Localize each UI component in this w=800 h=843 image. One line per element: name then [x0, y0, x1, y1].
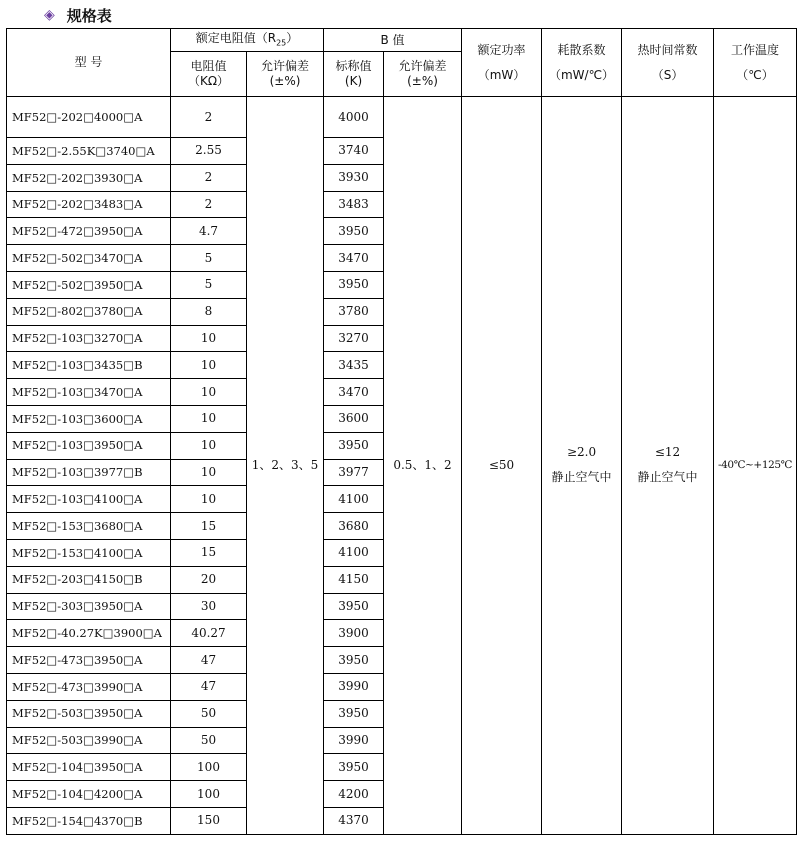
- b-nominal-cell: 4370: [324, 807, 384, 834]
- header-resistance-tolerance: 允许偏差 (±%): [247, 52, 324, 97]
- model-cell: MF52□-2.55K□3740□A: [7, 138, 171, 165]
- b-nominal-cell: 3600: [324, 405, 384, 432]
- thermal-constant-cell: [622, 97, 714, 835]
- b-nominal-cell: 3950: [324, 647, 384, 674]
- resistance-cell: 100: [171, 781, 247, 808]
- spec-table-body: [7, 97, 797, 835]
- b-nominal-cell: 3950: [324, 593, 384, 620]
- header-thermal-constant: 热时间常数 （S）: [622, 29, 714, 97]
- model-cell: MF52□-153□4100□A: [7, 539, 171, 566]
- b-nominal-cell: 3483: [324, 191, 384, 218]
- section-title: [44, 4, 112, 26]
- header-b-tolerance: 允许偏差 (±%): [384, 52, 462, 97]
- model-cell: MF52□-202□3930□A: [7, 164, 171, 191]
- model-cell: MF52□-103□3470□A: [7, 379, 171, 406]
- resistance-cell: 10: [171, 486, 247, 513]
- model-cell: MF52□-154□4370□B: [7, 807, 171, 834]
- resistance-cell: 2: [171, 164, 247, 191]
- b-nominal-cell: 3950: [324, 271, 384, 298]
- model-cell: MF52□-103□4100□A: [7, 486, 171, 513]
- header-dissipation: 耗散系数 （mW/℃）: [542, 29, 622, 97]
- resistance-cell: 10: [171, 459, 247, 486]
- model-cell: MF52□-103□3270□A: [7, 325, 171, 352]
- model-cell: MF52□-103□3435□B: [7, 352, 171, 379]
- model-cell: MF52□-472□3950□A: [7, 218, 171, 245]
- b-nominal-cell: 3270: [324, 325, 384, 352]
- resistance-cell: 30: [171, 593, 247, 620]
- resistance-cell: 8: [171, 298, 247, 325]
- b-nominal-cell: 3680: [324, 513, 384, 540]
- dissipation-cell: [542, 97, 622, 835]
- resistance-cell: 10: [171, 325, 247, 352]
- header-row-1: [7, 29, 797, 52]
- b-nominal-cell: 3470: [324, 245, 384, 272]
- thermal-value: ≤12: [654, 445, 681, 460]
- model-cell: MF52□-103□3600□A: [7, 405, 171, 432]
- b-nominal-cell: 3780: [324, 298, 384, 325]
- b-nominal-cell: 3900: [324, 620, 384, 647]
- b-nominal-cell: 3950: [324, 218, 384, 245]
- model-cell: MF52□-503□3950□A: [7, 700, 171, 727]
- model-cell: MF52□-203□4150□B: [7, 566, 171, 593]
- model-cell: MF52□-303□3950□A: [7, 593, 171, 620]
- b-nominal-cell: 3977: [324, 459, 384, 486]
- resistance-cell: 50: [171, 727, 247, 754]
- b-nominal-cell: 3990: [324, 673, 384, 700]
- model-cell: MF52□-473□3950□A: [7, 647, 171, 674]
- b-nominal-cell: 3470: [324, 379, 384, 406]
- resistance-tolerance-cell: 1、2、3、5: [247, 97, 324, 835]
- b-nominal-cell: 4150: [324, 566, 384, 593]
- resistance-cell: 15: [171, 513, 247, 540]
- b-nominal-cell: 3950: [324, 700, 384, 727]
- model-cell: MF52□-503□3990□A: [7, 727, 171, 754]
- b-nominal-cell: 3950: [324, 432, 384, 459]
- model-cell: MF52□-502□3950□A: [7, 271, 171, 298]
- resistance-cell: 10: [171, 432, 247, 459]
- resistance-cell: 100: [171, 754, 247, 781]
- b-nominal-cell: 3740: [324, 138, 384, 165]
- b-nominal-cell: 3435: [324, 352, 384, 379]
- resistance-cell: 40.27: [171, 620, 247, 647]
- resistance-cell: 10: [171, 405, 247, 432]
- b-tolerance-cell: 0.5、1、2: [384, 97, 462, 835]
- model-cell: MF52□-104□3950□A: [7, 754, 171, 781]
- model-cell: MF52□-103□3950□A: [7, 432, 171, 459]
- section-title-text: 规格表: [66, 6, 112, 25]
- header-resistance-value: 电阻值 （KΩ）: [171, 52, 247, 97]
- b-nominal-cell: 3950: [324, 754, 384, 781]
- b-nominal-cell: 3930: [324, 164, 384, 191]
- header-b-value: B 值: [324, 29, 462, 52]
- resistance-cell: 5: [171, 271, 247, 298]
- b-nominal-cell: 4000: [324, 97, 384, 138]
- resistance-cell: 10: [171, 352, 247, 379]
- model-cell: MF52□-473□3990□A: [7, 673, 171, 700]
- resistance-cell: 50: [171, 700, 247, 727]
- header-model: 型 号: [7, 29, 171, 97]
- header-rated-resistance: 额定电阻值$(R_{25})$: [171, 29, 324, 52]
- b-nominal-cell: 4200: [324, 781, 384, 808]
- resistance-cell: 47: [171, 647, 247, 674]
- b-nominal-cell: 4100: [324, 486, 384, 513]
- resistance-cell: 20: [171, 566, 247, 593]
- model-cell: MF52□-153□3680□A: [7, 513, 171, 540]
- dissipation-value: ≥2.0: [566, 445, 597, 460]
- model-cell: MF52□-502□3470□A: [7, 245, 171, 272]
- resistance-cell: 2: [171, 191, 247, 218]
- model-cell: MF52□-40.27K□3900□A: [7, 620, 171, 647]
- resistance-cell: 150: [171, 807, 247, 834]
- dissipation-condition: 静止空气中: [551, 470, 612, 485]
- resistance-cell: 15: [171, 539, 247, 566]
- model-cell: MF52□-202□3483□A: [7, 191, 171, 218]
- model-cell: MF52□-103□3977□B: [7, 459, 171, 486]
- resistance-cell: 2.55: [171, 138, 247, 165]
- spec-table: [6, 28, 797, 835]
- resistance-cell: 2: [171, 97, 247, 138]
- header-b-nominal: 标称值 (K): [324, 52, 384, 97]
- b-nominal-cell: 4100: [324, 539, 384, 566]
- model-cell: MF52□-802□3780□A: [7, 298, 171, 325]
- resistance-cell: 5: [171, 245, 247, 272]
- model-cell: MF52□-202□4000□A: [7, 97, 171, 138]
- model-cell: MF52□-104□4200□A: [7, 781, 171, 808]
- table-row: [7, 97, 797, 138]
- resistance-cell: 10: [171, 379, 247, 406]
- b-nominal-cell: 3990: [324, 727, 384, 754]
- rated-power-cell: ≤50: [462, 97, 542, 835]
- diamond-bullet-icon: ◈: [44, 7, 55, 23]
- thermal-condition: 静止空气中: [637, 470, 698, 485]
- header-rated-power: 额定功率 （mW）: [462, 29, 542, 97]
- header-operating-temp: 工作温度 （℃）: [714, 29, 797, 97]
- operating-temp-cell: -40℃~+125℃: [714, 97, 797, 835]
- resistance-cell: 4.7: [171, 218, 247, 245]
- resistance-cell: 47: [171, 673, 247, 700]
